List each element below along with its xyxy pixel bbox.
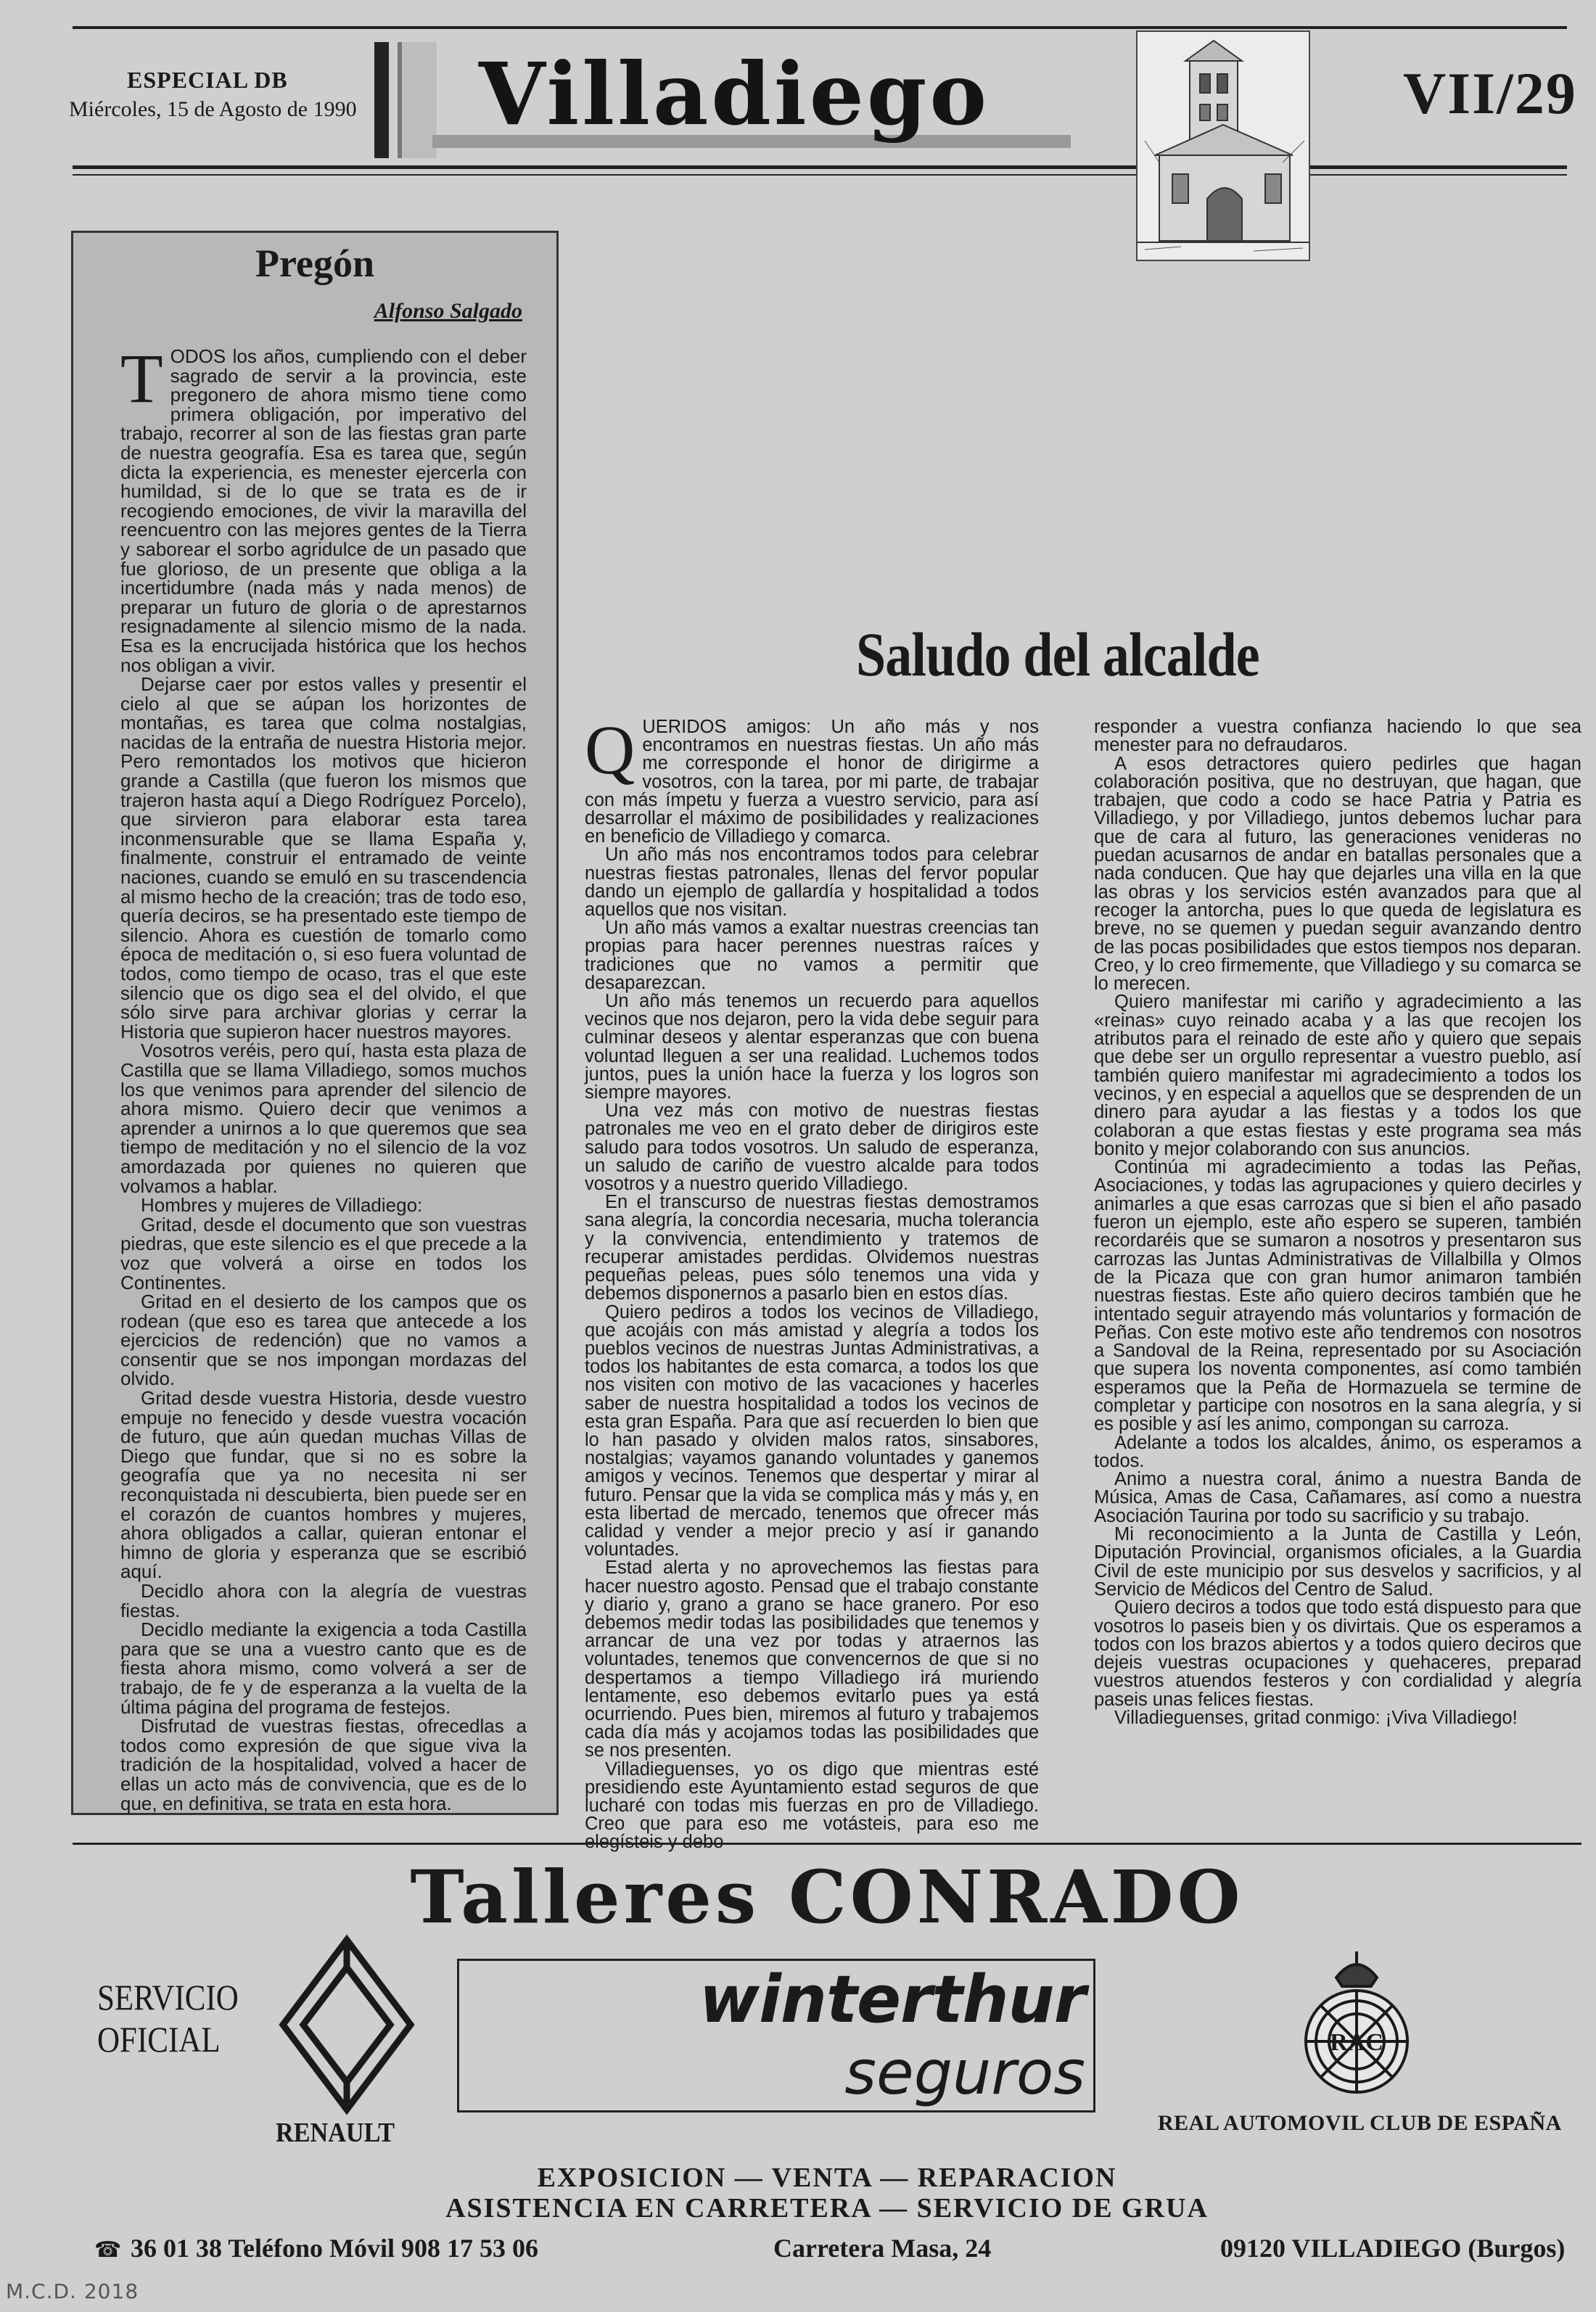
pregon-paragraph: Disfrutad de vuestras fiestas, ofrecedlas a todos como expresión de que sigue viva la tradición de la hospitalidad, volved a hacer de ellas un acto más de convivencia, que es de lo que, en definitiva, se trata en esta hora. <box>120 1715 527 1814</box>
ad-seguros: seguros <box>844 2037 1085 2108</box>
masthead-bar <box>374 42 389 158</box>
saludo-paragraph: Mi reconocimiento a la Junta de Castilla y León, Diputación Provincial, organismos oficiales, a la Guardia Civil de este municipio por sus desvelos y sacrificios, y al Servicio de Médicos del Centro de Salud. <box>1094 1524 1581 1600</box>
saludo-paragraph: Animo a nuestra coral, ánimo a nuestra Banda de Música, Amas de Casa, Cañamares, así como a nuestra Asociación Taurina por todo su sacrificio y su trabajo. <box>1094 1469 1581 1526</box>
ad-brand: Talleres CONRADO <box>410 1854 1244 1940</box>
ad-city: 09120 VILLADIEGO (Burgos) <box>1220 2234 1566 2263</box>
masthead-rule <box>73 165 1567 169</box>
saludo-paragraph: Estad alerta y no aprovechemos las fiestas para hacer nuestro agosto. Pensad que el trabajo constante y diario y, grano a grano se hace granero. Por eso debemos medir todas las posibilidades que tenemos y arrancar de una vez por todas y atraernos las voluntades, tenemos que convencernos de que si no despertamos a tiempo Villadiego irá muriendo lentamente, eso debemos evitarlo pues ya está ocurriendo. Pues bien, miremos al futuro y trabajemos cada día más y acojamos todas las posibilidades que se nos presenten. <box>585 1558 1039 1761</box>
ad-phone: 36 01 38 Teléfono Móvil 908 17 53 06 <box>131 2234 539 2263</box>
pregon-paragraph: Hombres y mujeres de Villadiego: <box>141 1194 423 1217</box>
pregon-author: Alfonso Salgado <box>374 299 522 323</box>
pregon-paragraph: Vosotros veréis, pero quí, hasta esta plaza de Castilla que se llama Villadiego, somos muchos los que venimos para aprender del silencio de ahora mismo. Quiero decir que venimos a aprender a unirnos a lo que queremos que sea tiempo de meditación y no el silencio de la voz amordazada por quienes no quieren que volvamos a hablar. <box>120 1040 527 1197</box>
saludo-paragraph: Villadieguenses, yo os digo que mientras esté presidiendo este Ayuntamiento estad seguros de que lucharé con todas mis fuerzas en pro de Villadiego. Creo que para eso me votásteis, para eso me <box>585 1758 1039 1835</box>
masthead-bar-shaded <box>398 42 437 158</box>
race-crest-logo-icon <box>1299 1949 1415 2113</box>
pregon-dropcap: T <box>120 340 163 417</box>
pregon-paragraph: Dejarse caer por estos valles y presentir el cielo al que se aúpan los horizontes de montañas, es tarea que colma nostalgias, nacidas de la entraña de nuestra Historia mejor. Pero remontados los motivos que hicieron grande a Castilla (que fueron los mismos que trajeron hasta aquí a Diego Rodríguez Porcelo), que sirvieron para elaborar esta tarea inconmensurable que se llama España y, finalmente, construir el entramado de veinte naciones, cuando se emuló en su trascendencia al mismo hecho de la creación; tras de todo eso, quería deciros, se ha presentado este tiempo de silencio. Ahora es cuestión de tomarlo como época de meditación o, si eso fuera voluntad de todos, como tiempo de ocaso, tras el que este silencio que os digo sea el del olvido, el que sólo sirve para archivar glorias y cerrar la Historia que supieron hacer nuestros mayores. <box>120 673 527 1042</box>
telephone-icon: ☎ <box>94 2238 122 2262</box>
saludo-dropcap: Q <box>585 711 635 789</box>
saludo-paragraph: Continúa mi agradecimiento a todas las Peñas, Asociaciones, y todas las agrupaciones y quiero decirles y animarles a que esas carrozas que si bien el año pasado fueron un ejemplo, este año espero se superen, también recordaréis que se sumaron a nosotros y presentaron sus carrozas las Juntas Administrativas de Villalbilla y Olmos de la Picaza que con gran humor animaron también nuestras fiestas. Este año quiero deciros también que he intentado seguir atrayendo más voluntarios y formación de Peñas. Con este motivo este año tendremos con nosotros a Sandoval de la Reina, representado por su Asociación que supera los noventa componentes, así como también esperamos que la Peña de Hormazuela se termine de completar y participe con nosotros en la sana alegría, y si es posible y así les animo, compongan su carroza. <box>1094 1157 1581 1435</box>
church-tower-drawing-icon <box>1136 30 1310 261</box>
pregon-paragraph: TODOS los años, cumpliendo con el deber sagrado de servir a la provincia, este pregonero de ahora mismo tiene como primera obligación, por imperativo del trabajo, recorrer al son de las fiestas gran parte de nuestra geografía. Esa es tarea que, según dicta la experiencia, es menester ejercerla con humildad, si de lo que se trata es de ir recogiendo emociones, de vivir la maravilla del reencuentro con las mejores gentes de la Tierra y saborear el sorbo agridulce de un pasado que fue glorioso, de un presente que obliga a la incertidumbre (nada más y nada menos) de preparar un futuro de gloria o de aprestarnos resignadamente al silencio mismo de la nada. Esa es la encrucijada histórica que los hechos nos obligan a vivir. <box>120 340 527 676</box>
ad-servicio-oficial: SERVICIO OFICIAL <box>97 1977 239 2060</box>
masthead-top-rule <box>73 26 1567 29</box>
saludo-title: Saludo del alcalde <box>856 620 1259 689</box>
saludo-paragraph: Un año más tenemos un recuerdo para aquellos vecinos que nos dejaron, pero la vida debe seguir para culminar deseos y alentar esperanzas que con buena voluntad lleguen a ser una realidad. Luchemos todos juntos, pues la unión hace la fuerza y los logros son siempre mayores. <box>585 991 1039 1103</box>
masthead-title: Villadiego <box>479 44 990 144</box>
saludo-paragraph: Un año más nos encontramos todos para celebrar nuestras fiestas patronales, llenas del fervor popular dando un ejemplo de gallardía y hospitalidad a todos aquellos que nos visitan. <box>585 844 1039 921</box>
pregon-paragraph: Gritad en el desierto de los campos que os rodean (que eso es tarea que antecede a los ejercicios de redención) que no vamos a consentir que se nos impongan mordazas del olvido. <box>120 1291 527 1390</box>
section-label: ESPECIAL DB <box>127 67 288 93</box>
saludo-paragraph: Adelante a todos los alcaldes, ánimo, os esperamos a todos. <box>1094 1432 1581 1471</box>
ad-address: Carretera Masa, 24 <box>773 2234 992 2263</box>
saludo-column-1 <box>585 711 1039 1852</box>
pregon-paragraph: Gritad desde vuestra Historia, desde vuestro empuje no fenecido y desde vuestra vocación de futuro, que aún quedan muchas Villas de Diego que fundar, que si no es sobre la geografía que ya no necesita ni ser reconquistada ni descubierta, bien puede ser en el corazón de cuantos hombres y mujeres, ahora obligados a callar, quieran entonar el himno de gloria y esperanza que se escribió aquí. <box>120 1387 527 1583</box>
ad-assistance-line: ASISTENCIA EN CARRETERA — SERVICIO DE GRUA <box>445 2193 1209 2223</box>
saludo-paragraph: Quiero deciros a todos que todo está dispuesto para que vosotros lo paseis bien y os divirtais. Que os esperamos a todos con los brazos abiertos y a todos quiero deciros que dejeis vuestras ocupaciones y quehaceres, preparad vuestros atuendos festeros y con cordialidad y alegría paseis unas felices fiestas. <box>1094 1597 1581 1710</box>
ad-top-rule <box>73 1843 1581 1845</box>
page-number: VII/29 <box>1403 60 1577 126</box>
saludo-paragraph: Una vez más con motivo de nuestras fiestas patronales me veo en el grato deber de dirigiros este saludo para todos vosotros. Un saludo de esperanza, un saludo de cariño de vuestro alcalde para todos vosotros y a nuestro querido Villadiego. <box>585 1101 1039 1195</box>
saludo-paragraph: Villadieguenses, gritad conmigo: ¡Viva Villadiego! <box>1114 1708 1518 1729</box>
saludo-paragraph: Quiero manifestar mi cariño y agradecimiento a las «reinas» cuyo reinado acaba y a las que recojen los atributos para el reinado de este año y quiero que sepais que debe ser un orgullo representar a vuestro pueblo, así también quiero manifestar mi agradecimiento a todos los vecinos, y en especial a aquellos que se desprenden de un dinero para ayudar a las fiestas y a todos los que colaboran a que estas fiestas y este programa sea más bonito y mejor colaborando con sus anuncios. <box>1094 992 1581 1159</box>
saludo-column-2 <box>1094 718 1581 1727</box>
pregon-title: Pregón <box>255 242 374 285</box>
ad-winterthur: winterthur <box>699 1962 1085 2038</box>
ad-services-line: EXPOSICION — VENTA — REPARACION <box>537 2163 1117 2193</box>
pregon-paragraph: Gritad, desde el documento que son vuestras piedras, que este silencio es el que precede a la voz que volverá a oirse en todos los Continentes. <box>120 1213 527 1293</box>
pregon-body <box>120 340 527 1814</box>
ad-race-name: REAL AUTOMOVIL CLUB DE ESPAÑA <box>1158 2111 1562 2135</box>
svg-text:RAC: RAC <box>1330 2029 1383 2056</box>
saludo-paragraph: Un año más vamos a exaltar nuestras creencias tan propias para hacer perennes nuestras raíces y tradiciones que no vamos a permitir que desaparezcan. <box>585 918 1039 993</box>
renault-diamond-logo-icon <box>274 1934 419 2115</box>
footer-credit: M.C.D. 2018 <box>6 2279 139 2303</box>
pregon-paragraph: Decidlo mediante la exigencia a toda Castilla para que se una a vuestro canto que es de fiesta ahora mismo, como volverá a ser de trabajo, de fe y de esperanza a la vuelta de la última página del programa de festejos. <box>120 1618 527 1718</box>
saludo-paragraph: QUERIDOS amigos: Un año más y nos encontramos en nuestras fiestas. Un año más me corresponde el honor de dirigirme a vosotros, con la tarea, por mi parte, de trabajar con más ímpetu y fuerza a vuestro servicio, para así desarrollar el máximo de posibilidades y realizaciones en beneficio de Villadiego y comarca. <box>585 711 1039 847</box>
saludo-paragraph: responder a vuestra confianza haciendo lo que sea menester para no defraudaros. <box>1094 717 1581 756</box>
pregon-paragraph: Decidlo ahora con la alegría de vuestras fiestas. <box>120 1580 527 1621</box>
publication-date: Miércoles, 15 de Agosto de 1990 <box>69 97 357 121</box>
ad-renault: RENAULT <box>276 2118 395 2148</box>
masthead-rule-thin <box>73 174 1567 176</box>
saludo-paragraph: En el transcurso de nuestras fiestas demostramos sana alegría, la concordia necesaria, mucha tolerancia y la convivencia, entendimiento y tratemos de recuperar amistades perdidas. Olvidemos nuestras pequeñas peleas, pues sólo tenemos una vida y debemos disponernos a pasarlo bien en estos días. <box>585 1192 1039 1304</box>
saludo-paragraph: A esos detractores quiero pedirles que hagan colaboración positiva, que no destruyan, que hagan, que trabajen, que codo a codo se hace Patria y Patria es Villadiego, y por Villadiego, juntos debemos luchar para que de cara al futuro, las generaciones venideras no puedan acusarnos de andar en batallas personales que a nada conducen. Que hay que dejarles una villa en la que las obras y los servicios estén avanzados para que al recoger la antorcha, pues lo que queda de legislatura es breve, no se quemen y puedan seguir avanzando dentro de las pocas posibilidades que estos tiempos nos deparan. Creo, y lo creo firmemente, que Villadiego y su comarca se lo merecen. <box>1094 753 1581 995</box>
saludo-paragraph: Quiero pediros a todos los vecinos de Villadiego, que acojáis con más amistad y alegría a todos los pueblos vecinos de nuestras Juntas Administrativas, a todos los habitantes de esta comarca, a todos los que nos visiten con motivo de las vacaciones y hacerles saber de nuestra hospitalidad a todos los vecinos de esta gran España. Para que así recuerden lo bien que lo han pasado y olviden malos ratos, sinsabores, nostalgias; vayamos ganando voluntades y ganemos amigos y vecinos. Tenemos que despertar y mirar al futuro. Pensar que la vida se complica más y más y, en esta libertad de mercado, tenemos que ofrecer más calidad y vender a mejor precio y así ir ganando voluntades. <box>585 1301 1039 1560</box>
